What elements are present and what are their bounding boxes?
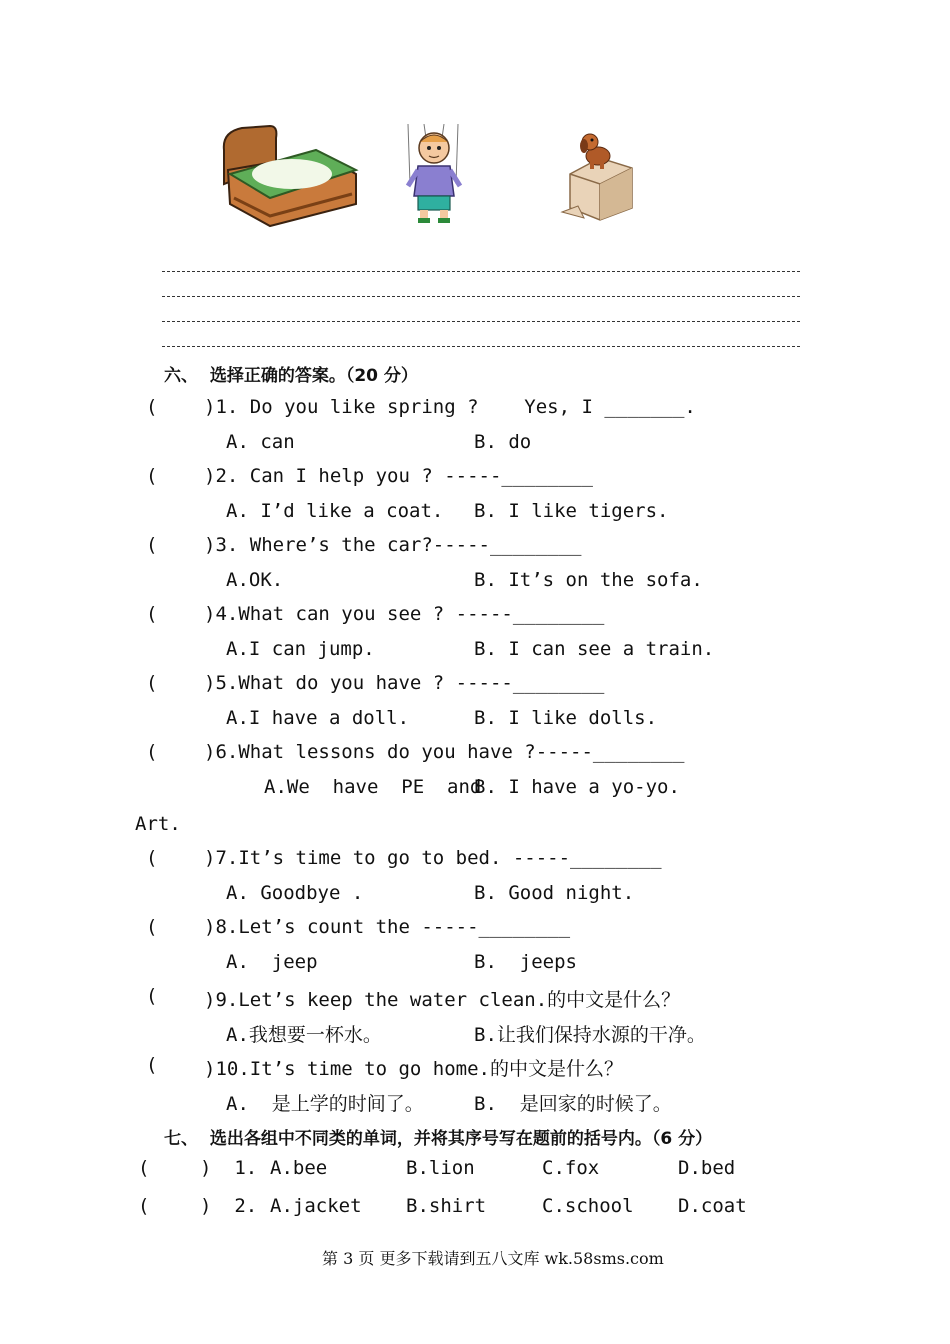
option-b-1: B. do (474, 431, 532, 453)
answer-paren-open[interactable]: ( (138, 1195, 150, 1217)
question-1: )1. Do you like spring ? Yes, I _______. (204, 396, 696, 418)
answer-paren-open[interactable]: ( (138, 1157, 150, 1179)
option-a-8: A. jeep (226, 951, 318, 973)
option-a-7: A. Goodbye . (226, 882, 364, 904)
option-b-6: B. I have a yo-yo. (474, 776, 680, 798)
option-b-8: B. jeeps (474, 951, 577, 973)
group-number-1: ) 1. (200, 1157, 258, 1179)
option-a-4: A.I can jump. (226, 638, 375, 660)
answer-paren-open[interactable]: ( (146, 985, 158, 1007)
question-2: )2. Can I help you ? -----________ (204, 465, 593, 487)
page-footer: 第 3 页 更多下载请到五八文库 wk.58sms.com (322, 1249, 664, 1268)
section-6-title: 六、 选择正确的答案。（20 分） (164, 366, 418, 386)
word-b-2: B.shirt (406, 1195, 487, 1217)
question-10: )10.It’s time to go home.的中文是什么？ (204, 1058, 623, 1080)
option-b-2: B. I like tigers. (474, 500, 669, 522)
answer-paren-open[interactable]: ( (146, 916, 158, 938)
option-a-2: A. I’d like a coat. (226, 500, 444, 522)
question-6: )6.What lessons do you have ?-----________ (204, 741, 685, 763)
answer-line[interactable] (162, 321, 800, 322)
question-9: )9.Let’s keep the water clean.的中文是什么？ (204, 989, 681, 1011)
word-c-1: C.fox (542, 1157, 600, 1179)
option-a-6: A.We have PE and (264, 776, 482, 798)
option-a-9: A.我想要一杯水。 (226, 1024, 382, 1046)
word-a-1: A.bee (270, 1157, 328, 1179)
word-c-2: C.school (542, 1195, 634, 1217)
option-b-7: B. Good night. (474, 882, 635, 904)
question-7: )7.It’s time to go to bed. -----________ (204, 847, 662, 869)
option-b-3: B. It’s on the sofa. (474, 569, 703, 591)
option-b-10: B. 是回家的时候了。 (474, 1093, 672, 1115)
answer-paren-open[interactable]: ( (146, 672, 158, 694)
option-b-5: B. I like dolls. (474, 707, 658, 729)
word-b-1: B.lion (406, 1157, 475, 1179)
option-a-1: A. can (226, 431, 295, 453)
answer-paren-open[interactable]: ( (146, 465, 158, 487)
question-4: )4.What can you see ? -----________ (204, 603, 605, 625)
option-b-4: B. I can see a train. (474, 638, 715, 660)
bed-icon (220, 124, 360, 228)
answer-paren-open[interactable]: ( (146, 534, 158, 556)
group-number-2: ) 2. (200, 1195, 258, 1217)
option-a-3: A.OK. (226, 569, 284, 591)
answer-line[interactable] (162, 296, 800, 297)
option-a-10: A. 是上学的时间了。 (226, 1093, 424, 1115)
question-3: )3. Where’s the car?-----________ (204, 534, 582, 556)
option-a-6-continued: Art. (135, 813, 181, 835)
answer-line[interactable] (162, 346, 800, 347)
answer-paren-open[interactable]: ( (146, 603, 158, 625)
puppet-icon (398, 124, 470, 224)
answer-line[interactable] (162, 271, 800, 272)
answer-paren-open[interactable]: ( (146, 847, 158, 869)
dog-on-box-icon (560, 128, 640, 224)
section-7-title: 七、 选出各组中不同类的单词，并将其序号写在题前的括号内。（6 分） (164, 1129, 713, 1149)
word-d-2: D.coat (678, 1195, 747, 1217)
option-a-5: A.I have a doll. (226, 707, 410, 729)
answer-paren-open[interactable]: ( (146, 741, 158, 763)
answer-paren-open[interactable]: ( (146, 1054, 158, 1076)
question-8: )8.Let’s count the -----________ (204, 916, 571, 938)
question-5: )5.What do you have ? -----________ (204, 672, 605, 694)
option-b-9: B.让我们保持水源的干净。 (474, 1024, 706, 1046)
answer-paren-open[interactable]: ( (146, 396, 158, 418)
word-a-2: A.jacket (270, 1195, 362, 1217)
word-d-1: D.bed (678, 1157, 736, 1179)
